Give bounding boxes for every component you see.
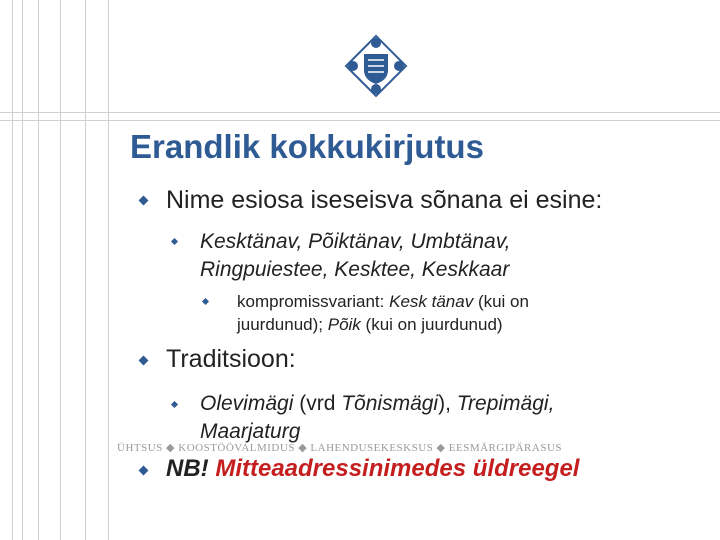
nb-prefix: NB!: [166, 455, 216, 482]
decor-line: [12, 0, 13, 540]
coat-of-arms-logo: [344, 34, 408, 98]
bullet-icon: [202, 298, 209, 305]
footer-motto: ÜHTSUS ◆ KOOSTÖÖVALMIDUS ◆ LAHENDUSEKESKSUS ◆ EESMÄRGIPÄRASUS: [117, 442, 563, 454]
nb-highlight: Mitteaadressinimedes üldreegel: [215, 455, 580, 482]
text-segment: juurdunud);: [237, 315, 328, 334]
decor-line: [38, 0, 39, 540]
bullet-icon: [171, 238, 178, 245]
text-segment: ),: [438, 392, 457, 415]
nb-bullet-text: [166, 455, 579, 483]
text-segment: Kesk tänav: [389, 292, 474, 311]
text-segment: Põik: [327, 315, 361, 334]
bullet-text: Nime esiosa iseseisva sõnana ei esine:: [166, 186, 603, 214]
sub-bullet-line: [200, 390, 554, 417]
bullet-icon: [139, 196, 149, 206]
decor-line: [22, 0, 23, 540]
decor-line: [60, 0, 61, 540]
bullet-icon: [139, 466, 149, 476]
slide-title: Erandlik kokkukirjutus: [130, 128, 484, 165]
sub-sub-bullet-line: [237, 291, 529, 313]
text-segment: Tõnismägi: [341, 392, 439, 415]
decor-line: [0, 112, 720, 113]
bullet-text: Traditsioon:: [166, 345, 296, 373]
text-segment: Trepimägi,: [456, 392, 555, 415]
bullet-icon: [171, 401, 178, 408]
sub-sub-bullet-line: [237, 314, 503, 336]
decor-line: [85, 0, 86, 540]
sub-bullet-line: Maarjaturg: [200, 420, 301, 443]
text-segment: (kui on: [473, 292, 529, 311]
sub-bullet-line: Kesktänav, Põiktänav, Umbtänav,: [200, 230, 511, 253]
text-segment: (vrd: [293, 392, 342, 415]
text-segment: Olevimägi: [200, 392, 294, 415]
text-segment: kompromissvariant:: [237, 292, 390, 311]
sub-bullet-line: Ringpuiestee, Kesktee, Keskkaar: [200, 258, 510, 281]
bullet-icon: [139, 356, 149, 366]
decor-line: [108, 0, 109, 540]
decor-line: [0, 120, 720, 121]
text-segment: (kui on juurdunud): [360, 315, 503, 334]
